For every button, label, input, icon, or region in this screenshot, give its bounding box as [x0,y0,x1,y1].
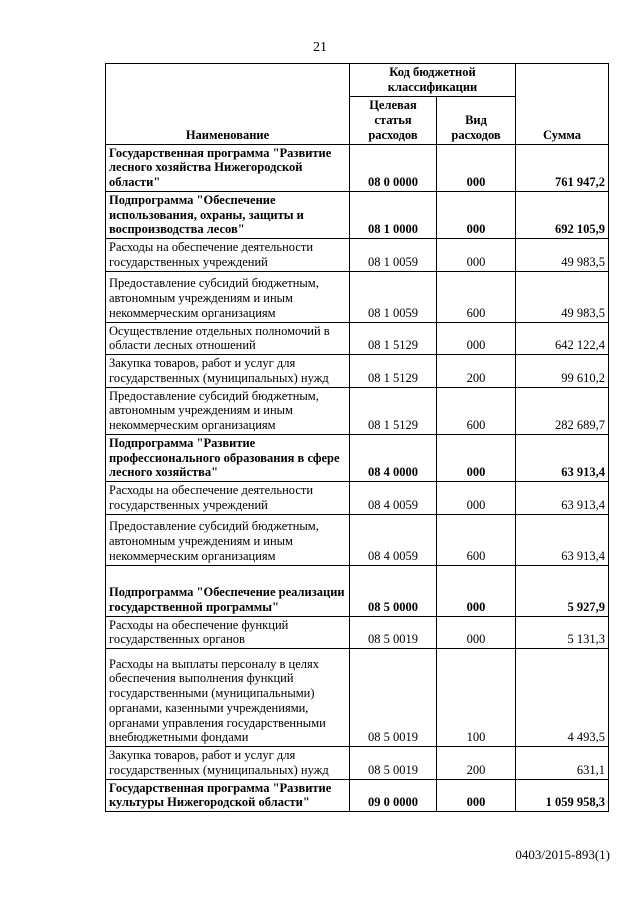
row-type-cell: 600 [437,514,516,565]
row-target-cell: 08 1 5129 [350,387,437,434]
row-name-cell: Государственная программа "Развитие культуры Нижегородской области" [106,779,350,812]
row-type-cell: 000 [437,616,516,649]
row-amount-cell: 63 913,4 [516,434,609,481]
table-body [106,144,609,812]
row-target-cell: 08 4 0000 [350,434,437,481]
row-target-cell: 08 5 0019 [350,616,437,649]
row-target-cell: 08 5 0019 [350,649,437,747]
row-type-cell: 000 [437,191,516,238]
table-row [106,271,609,322]
row-amount-cell: 49 983,5 [516,239,609,272]
row-amount-cell: 1 059 958,3 [516,779,609,812]
row-amount-cell: 99 610,2 [516,355,609,388]
row-amount-cell: 282 689,7 [516,387,609,434]
row-type-cell: 000 [437,239,516,272]
row-type-cell: 000 [437,434,516,481]
row-target-cell: 08 4 0059 [350,514,437,565]
row-amount-cell: 4 493,5 [516,649,609,747]
table-row [106,616,609,649]
table-row [106,779,609,812]
row-name-cell: Расходы на выплаты персоналу в целях обеспечения выполнения функций государственными (муниципальными) органами, казенными учреждениями, органами управления государственными внебюджетными фондами [106,649,350,747]
row-name-cell: Расходы на обеспечение деятельности государственных учреждений [106,239,350,272]
row-target-cell: 08 4 0059 [350,482,437,515]
table-row [106,191,609,238]
table-row [106,434,609,481]
row-amount-cell: 49 983,5 [516,271,609,322]
row-target-cell: 08 1 0000 [350,191,437,238]
row-amount-cell: 5 131,3 [516,616,609,649]
row-name-cell: Закупка товаров, работ и услуг для государственных (муниципальных) нужд [106,355,350,388]
row-amount-cell: 63 913,4 [516,482,609,515]
document-code: 0403/2015-893(1) [515,847,610,862]
row-target-cell: 09 0 0000 [350,779,437,812]
column-header-expense-type: Вид расходов [437,96,516,144]
table-row [106,144,609,191]
table-row [106,239,609,272]
row-type-cell: 600 [437,387,516,434]
row-target-cell: 08 1 5129 [350,322,437,355]
row-amount-cell: 5 927,9 [516,565,609,616]
table-row [106,747,609,780]
row-name-cell: Предоставление субсидий бюджетным, автономным учреждениям и иным некоммерческим организациям [106,514,350,565]
column-header-code-group: Код бюджетной классификации [350,64,516,97]
budget-table [105,63,609,812]
row-target-cell: 08 1 5129 [350,355,437,388]
row-amount-cell: 761 947,2 [516,144,609,191]
row-target-cell: 08 5 0019 [350,747,437,780]
table-row [106,355,609,388]
row-name-cell: Подпрограмма "Обеспечение использования, охраны, защиты и воспроизводства лесов" [106,191,350,238]
row-name-cell: Расходы на обеспечение функций государственных органов [106,616,350,649]
table-row [106,514,609,565]
row-target-cell: 08 0 0000 [350,144,437,191]
row-name-cell: Закупка товаров, работ и услуг для государственных (муниципальных) нужд [106,747,350,780]
row-amount-cell: 63 913,4 [516,514,609,565]
row-name-cell: Государственная программа "Развитие лесного хозяйства Нижегородской области" [106,144,350,191]
page-number: 21 [313,40,327,55]
row-amount-cell: 692 105,9 [516,191,609,238]
row-type-cell: 100 [437,649,516,747]
row-type-cell: 200 [437,747,516,780]
table-row [106,322,609,355]
row-name-cell: Предоставление субсидий бюджетным, автономным учреждениям и иным некоммерческим организациям [106,271,350,322]
row-name-cell: Предоставление субсидий бюджетным, автономным учреждениям и иным некоммерческим организациям [106,387,350,434]
column-header-amount: Сумма [516,64,609,145]
row-amount-cell: 631,1 [516,747,609,780]
row-target-cell: 08 1 0059 [350,239,437,272]
table-row [106,482,609,515]
row-name-cell: Подпрограмма "Развитие профессионального образования в сфере лесного хозяйства" [106,434,350,481]
row-type-cell: 000 [437,482,516,515]
row-target-cell: 08 1 0059 [350,271,437,322]
row-name-cell: Расходы на обеспечение деятельности государственных учреждений [106,482,350,515]
row-type-cell: 000 [437,779,516,812]
table-row [106,387,609,434]
row-type-cell: 600 [437,271,516,322]
row-name-cell: Подпрограмма "Обеспечение реализации государственной программы" [106,565,350,616]
row-amount-cell: 642 122,4 [516,322,609,355]
row-type-cell: 000 [437,565,516,616]
row-type-cell: 000 [437,144,516,191]
table-row [106,565,609,616]
row-type-cell: 200 [437,355,516,388]
row-target-cell: 08 5 0000 [350,565,437,616]
table-row [106,649,609,747]
column-header-name: Наименование [106,64,350,145]
row-name-cell: Осуществление отдельных полномочий в области лесных отношений [106,322,350,355]
column-header-target-article: Целевая статья расходов [350,96,437,144]
row-type-cell: 000 [437,322,516,355]
